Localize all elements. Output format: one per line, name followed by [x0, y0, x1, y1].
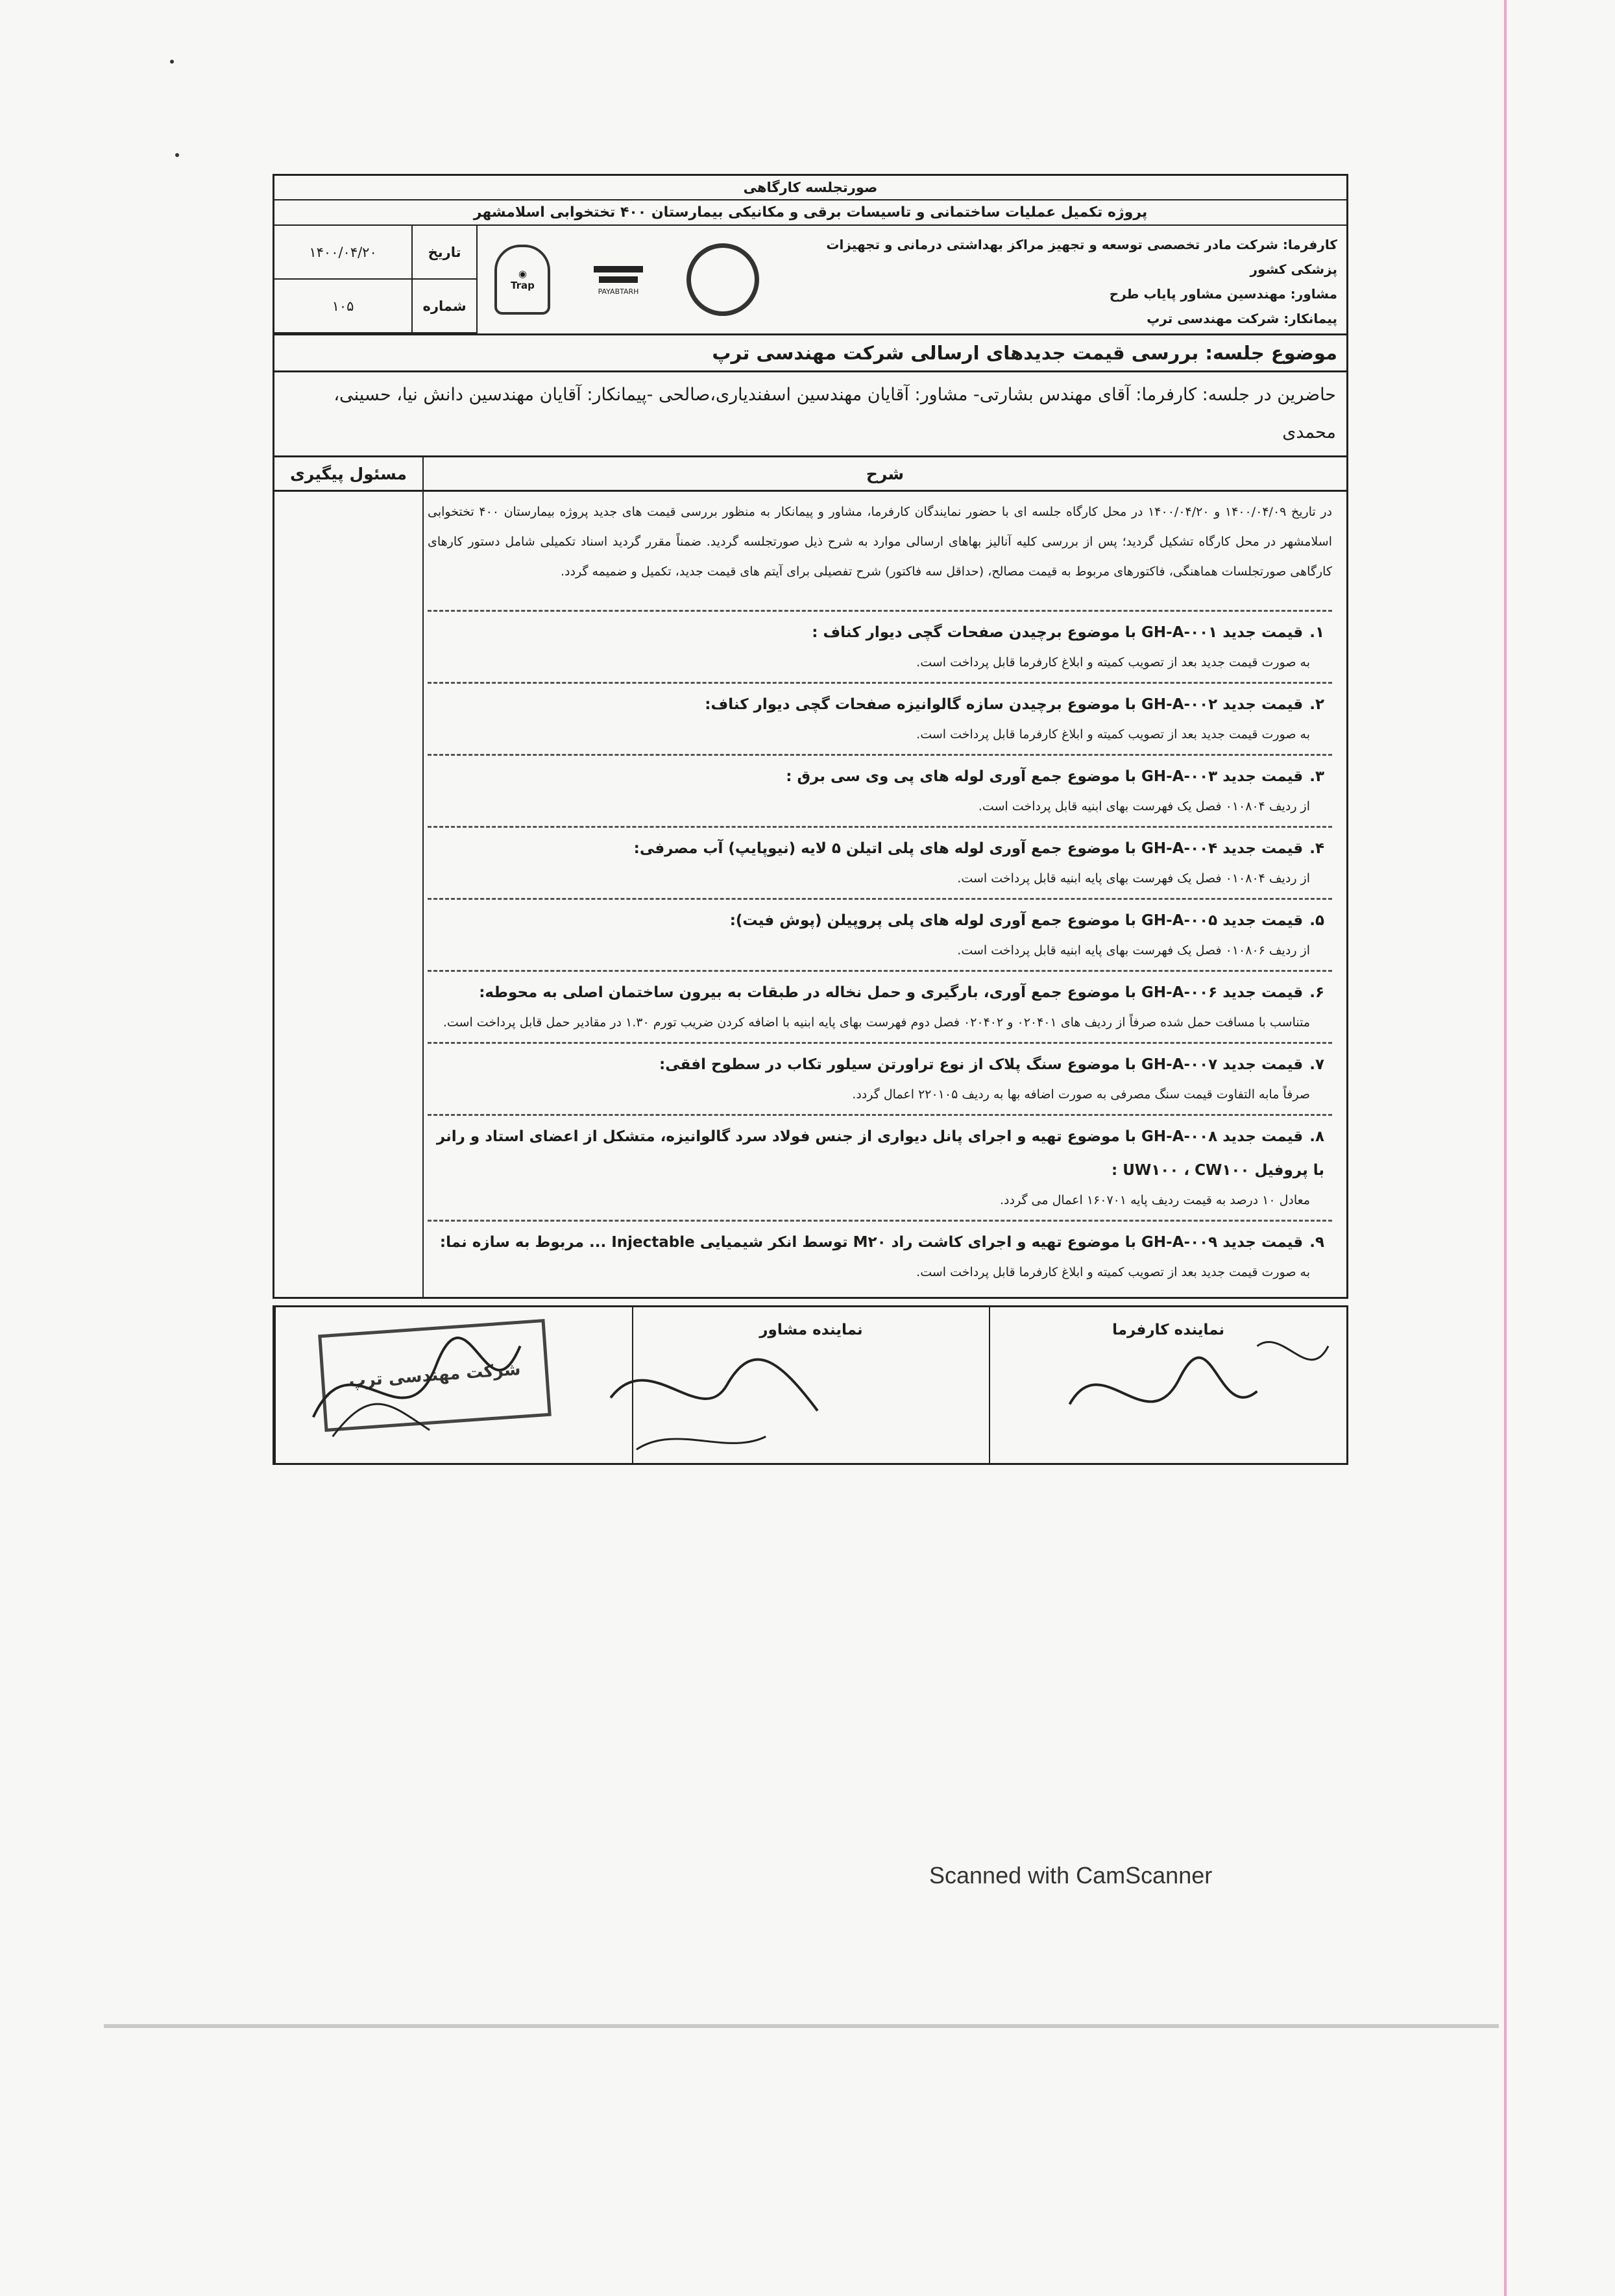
signature-row — [273, 1305, 1348, 1465]
parties-block — [776, 226, 1346, 333]
employer-line: کارفرما: شرکت مادر تخصصی توسعه و تجهیز مراکز بهداشتی درمانی و تجهیزات پزشکی کشور — [826, 237, 1337, 277]
speck — [175, 153, 179, 157]
speck — [170, 60, 174, 64]
list-item — [428, 826, 1332, 898]
logos-block — [478, 226, 776, 333]
item-number: ۸. — [1309, 1128, 1324, 1145]
contractor-signature-box — [274, 1307, 632, 1463]
item-title: قیمت جدید GH-A-۰۰۱ با موضوع برچیدن صفحات گچی دیوار کناف : — [812, 624, 1304, 641]
number-label: شماره — [411, 280, 476, 333]
number-value: ۱۰۵ — [274, 280, 411, 333]
list-item — [428, 1220, 1332, 1292]
camscanner-watermark: Scanned with CamScanner — [929, 1862, 1213, 1889]
project-title: پروژه تکمیل عملیات ساختمانی و تاسیسات برقی و مکانیکی بیمارستان ۴۰۰ تختخوابی اسلامشهر — [274, 200, 1346, 226]
item-number: ۱. — [1309, 624, 1324, 641]
document-header — [273, 174, 1348, 333]
item-number: ۲. — [1309, 696, 1324, 713]
table-body — [273, 492, 1348, 1299]
consultant-rep-label: نماینده مشاور — [759, 1322, 863, 1338]
header-info-row — [274, 226, 1346, 333]
item-description: صرفاً مابه التفاوت قیمت سنگ مصرفی به صورت اضافه بها به ردیف ۲۲۰۱۰۵ اعمال گردد. — [852, 1087, 1310, 1102]
scan-bottom-line — [104, 2024, 1499, 2028]
meeting-subject: موضوع جلسه: بررسی قیمت جدیدهای ارسالی شرکت مهندسی ترپ — [273, 333, 1348, 372]
item-description: معادل ۱۰ درصد به قیمت ردیف پایه ۱۶۰۷۰۱ اعمال می گردد. — [1000, 1193, 1310, 1207]
list-item — [428, 610, 1332, 682]
meeting-attendees: حاضرین در جلسه: کارفرما: آقای مهندس بشارتی- مشاور: آقایان مهندسین اسفندیاری،صالحی -پیمانکار: آقایان مهندسین دانش نیا، حسینی، محمدی — [273, 372, 1348, 457]
item-description: از ردیف ۰۱۰۸۰۶ فصل یک فهرست بهای پایه ابنیه قابل پرداخت است. — [957, 943, 1310, 958]
item-description: متناسب با مسافت حمل شده صرفاً از ردیف های ۰۲۰۴۰۱ و ۰۲۰۴۰۲ فصل دوم فهرست بهای پایه ابنیه با اضافه کردن ضریب تورم ۱.۳۰ در مقادیر حمل قابل پرداخت است. — [443, 1015, 1310, 1030]
item-number: ۳. — [1309, 768, 1324, 785]
item-description: به صورت قیمت جدید بعد از تصویب کمیته و ابلاغ کارفرما قابل پرداخت است. — [916, 655, 1310, 670]
table-header — [273, 457, 1348, 492]
list-item — [428, 1042, 1332, 1114]
intro-paragraph: در تاریخ ۱۴۰۰/۰۴/۰۹ و ۱۴۰۰/۰۴/۲۰ در محل کارگاه جلسه ای با حضور نمایندگان کارفرما، مشاور و پیمانکار به منظور بررسی قیمت های جدید پروژه بیمارستان ۴۰۰ تختخوابی اسلامشهر در محل کارگاه تشکیل گردید؛ پس از بررسی کلیه آنالیز بهاهای ارسالی موارد به شرح ذیل صورتجلسه گردید. ضمناً مقرر گردید اسناد تکمیلی شامل دستور کارهای کارگاهی صورتجلسات هماهنگی، فاکتورهای مربوط به قیمت مصالح، (حداقل سه فاکتور) شرح تفصیلی برای آیتم های قیمت جدید، تکمیل و ضمیمه گردد. — [428, 505, 1333, 579]
contractor-stamp: شرکت مهندسی ترپ — [318, 1319, 552, 1432]
item-title: قیمت جدید GH-A-۰۰۵ با موضوع جمع آوری لوله های پلی پروپیلن (پوش فیت): — [729, 912, 1304, 929]
contractor-line: پیمانکار: شرکت مهندسی ترپ — [1147, 311, 1337, 326]
item-description: به صورت قیمت جدید بعد از تصویب کمیته و ابلاغ کارفرما قابل پرداخت است. — [916, 1265, 1310, 1279]
item-number: ۶. — [1309, 984, 1324, 1001]
responsible-header: مسئول پیگیری — [274, 457, 424, 490]
item-number: ۹. — [1309, 1234, 1324, 1251]
trap-logo-icon: ◉ Trap — [494, 245, 550, 315]
item-description: از ردیف ۰۱۰۸۰۴ فصل یک فهرست بهای ابنیه قابل پرداخت است. — [978, 799, 1310, 814]
item-number: ۴. — [1309, 840, 1324, 857]
date-value: ۱۴۰۰/۰۴/۲۰ — [274, 226, 411, 280]
consultant-signature-box — [632, 1307, 990, 1463]
item-description: از ردیف ۰۱۰۸۰۴ فصل یک فهرست بهای پایه ابنیه قابل پرداخت است. — [957, 871, 1310, 886]
document-title: صورتجلسه کارگاهی — [274, 176, 1346, 200]
list-item — [428, 682, 1332, 754]
trap-logo-text: Trap — [510, 280, 535, 291]
meta-grid — [274, 226, 478, 333]
logo-ring-icon — [686, 243, 759, 316]
list-item — [428, 1114, 1332, 1220]
responsible-column — [274, 492, 424, 1297]
item-description: به صورت قیمت جدید بعد از تصویب کمیته و ابلاغ کارفرما قابل پرداخت است. — [916, 727, 1310, 742]
list-item — [428, 754, 1332, 826]
logo-bars-icon — [585, 252, 652, 308]
consultant-line: مشاور: مهندسین مشاور پایاب طرح — [1109, 286, 1337, 302]
minutes-document — [273, 174, 1348, 1465]
item-number: ۷. — [1309, 1056, 1324, 1073]
item-title: قیمت جدید GH-A-۰۰۶ با موضوع جمع آوری، بارگیری و حمل نخاله در طبقات به بیرون ساختمان اصلی به محوطه: — [479, 984, 1304, 1001]
employer-rep-label: نماینده کارفرما — [1112, 1322, 1225, 1338]
description-column — [424, 492, 1346, 1297]
item-title: قیمت جدید GH-A-۰۰۴ با موضوع جمع آوری لوله های پلی اتیلن ۵ لایه (نیوپایپ) آب مصرفی: — [633, 840, 1304, 857]
scan-edge-line — [1504, 0, 1507, 2296]
item-number: ۵. — [1309, 912, 1324, 929]
item-title: قیمت جدید GH-A-۰۰۹ با موضوع تهیه و اجرای کاشت راد M۲۰ توسط انکر شیمیایی Injectable ... مربوط به سازه نما: — [439, 1234, 1304, 1251]
list-item — [428, 970, 1332, 1042]
item-title: قیمت جدید GH-A-۰۰۳ با موضوع جمع آوری لوله های پی وی سی برق : — [786, 768, 1304, 785]
item-title: قیمت جدید GH-A-۰۰۸ با موضوع تهیه و اجرای پانل دیواری از جنس فولاد سرد گالوانیزه، متشکل از اعضای استاد و رانر با پروفیل UW۱۰۰ ، CW۱۰۰ : — [436, 1128, 1324, 1179]
logo-caption: PAYABTARH — [598, 287, 639, 296]
list-item — [428, 898, 1332, 970]
employer-signature-box — [989, 1307, 1346, 1463]
item-title: قیمت جدید GH-A-۰۰۷ با موضوع سنگ پلاک از نوع تراورتن سیلور تکاب در سطوح افقی: — [659, 1056, 1304, 1073]
date-label: تاریخ — [411, 226, 476, 280]
description-header: شرح — [866, 464, 905, 483]
item-title: قیمت جدید GH-A-۰۰۲ با موضوع برچیدن سازه گالوانیزه صفحات گچی دیوار کناف: — [705, 696, 1304, 713]
